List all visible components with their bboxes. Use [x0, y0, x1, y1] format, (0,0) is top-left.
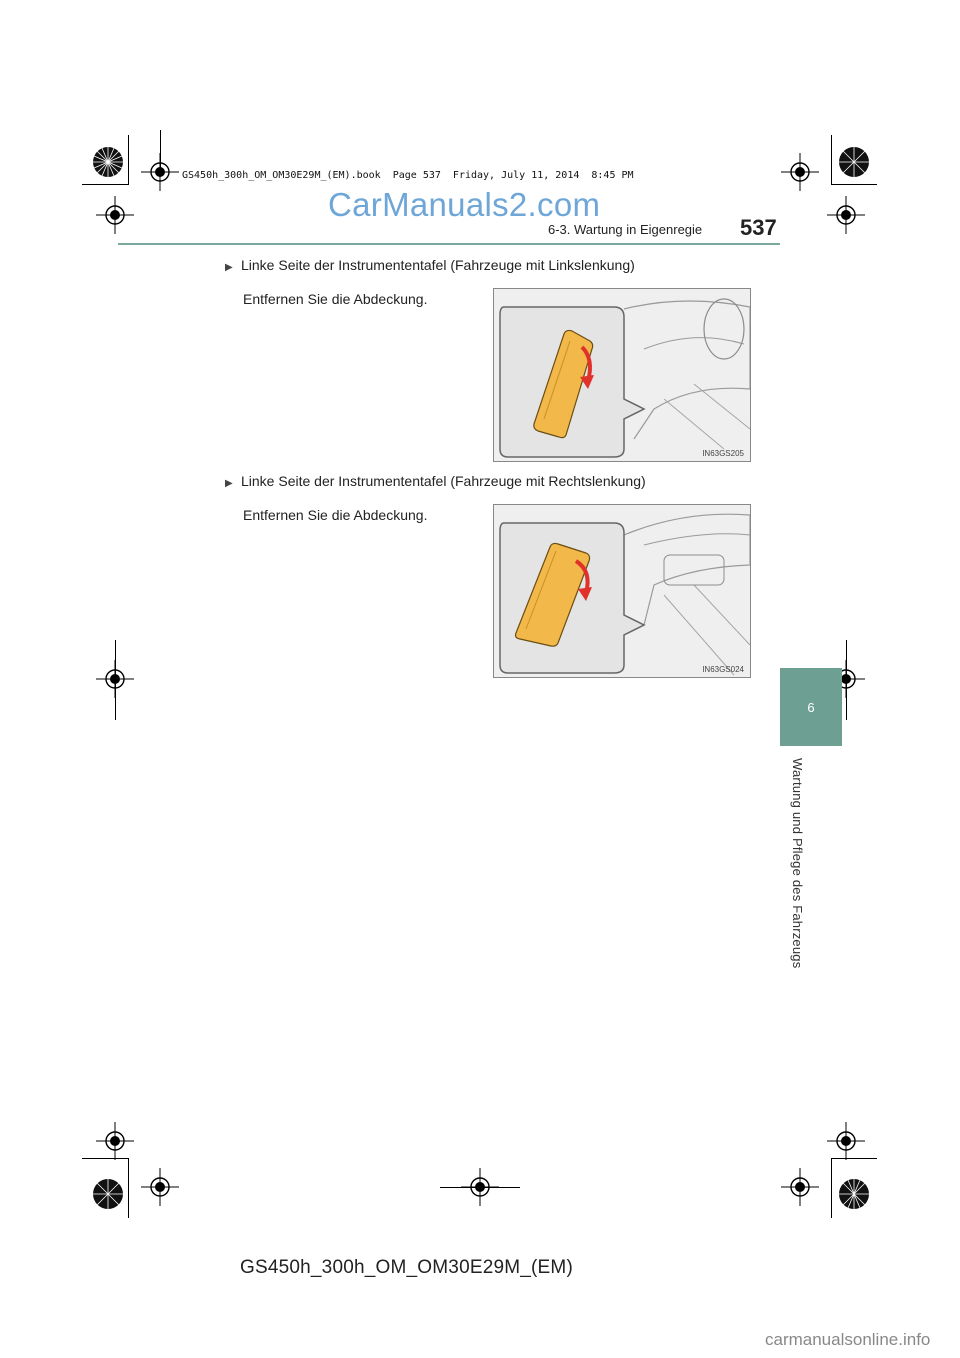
registration-mark-icon: [781, 153, 819, 191]
triangle-bullet-icon: ▶: [225, 262, 233, 273]
page-number: 537: [740, 215, 777, 240]
item-heading: Linke Seite der Instrumententafel (Fahrzeuge mit Rechtslenkung): [241, 473, 646, 489]
starburst-mark-icon: [838, 146, 870, 178]
item-instruction: Entfernen Sie die Abdeckung.: [243, 291, 428, 307]
starburst-mark-icon: [92, 146, 124, 178]
item-heading: Linke Seite der Instrumententafel (Fahrzeuge mit Linkslenkung): [241, 257, 635, 273]
registration-mark-icon: [827, 196, 865, 234]
chapter-tab: [780, 668, 842, 746]
starburst-mark-icon: [92, 1178, 124, 1210]
figure-code: IN63GS024: [702, 665, 744, 674]
chapter-number: 6: [807, 700, 815, 715]
registration-mark-icon: [96, 196, 134, 234]
footer-model-code: GS450h_300h_OM_OM30E29M_(EM): [240, 1257, 573, 1278]
registration-mark-icon: [141, 1168, 179, 1206]
item-instruction: Entfernen Sie die Abdeckung.: [243, 507, 428, 523]
chapter-title: Wartung und Pflege des Fahrzeugs: [790, 758, 805, 969]
figure-lhd-cover: [493, 288, 751, 462]
registration-mark-icon: [781, 1168, 819, 1206]
header-divider: [118, 243, 780, 245]
footer-site: carmanualsonline.info: [765, 1330, 931, 1349]
figure-rhd-cover: [493, 504, 751, 678]
triangle-bullet-icon: ▶: [225, 478, 233, 489]
dashboard-illustration: [494, 289, 750, 461]
starburst-mark-icon: [838, 1178, 870, 1210]
dashboard-illustration: [494, 505, 750, 677]
section-title: 6-3. Wartung in Eigenregie: [548, 222, 703, 237]
watermark-logo: CarManuals2.com: [328, 186, 601, 223]
print-info-line: GS450h_300h_OM_OM30E29M_(EM).book Page 537 Friday, July 11, 2014 8:45 PM: [182, 170, 634, 181]
registration-mark-icon: [96, 1122, 134, 1160]
registration-mark-icon: [827, 1122, 865, 1160]
figure-code: IN63GS205: [702, 449, 744, 458]
